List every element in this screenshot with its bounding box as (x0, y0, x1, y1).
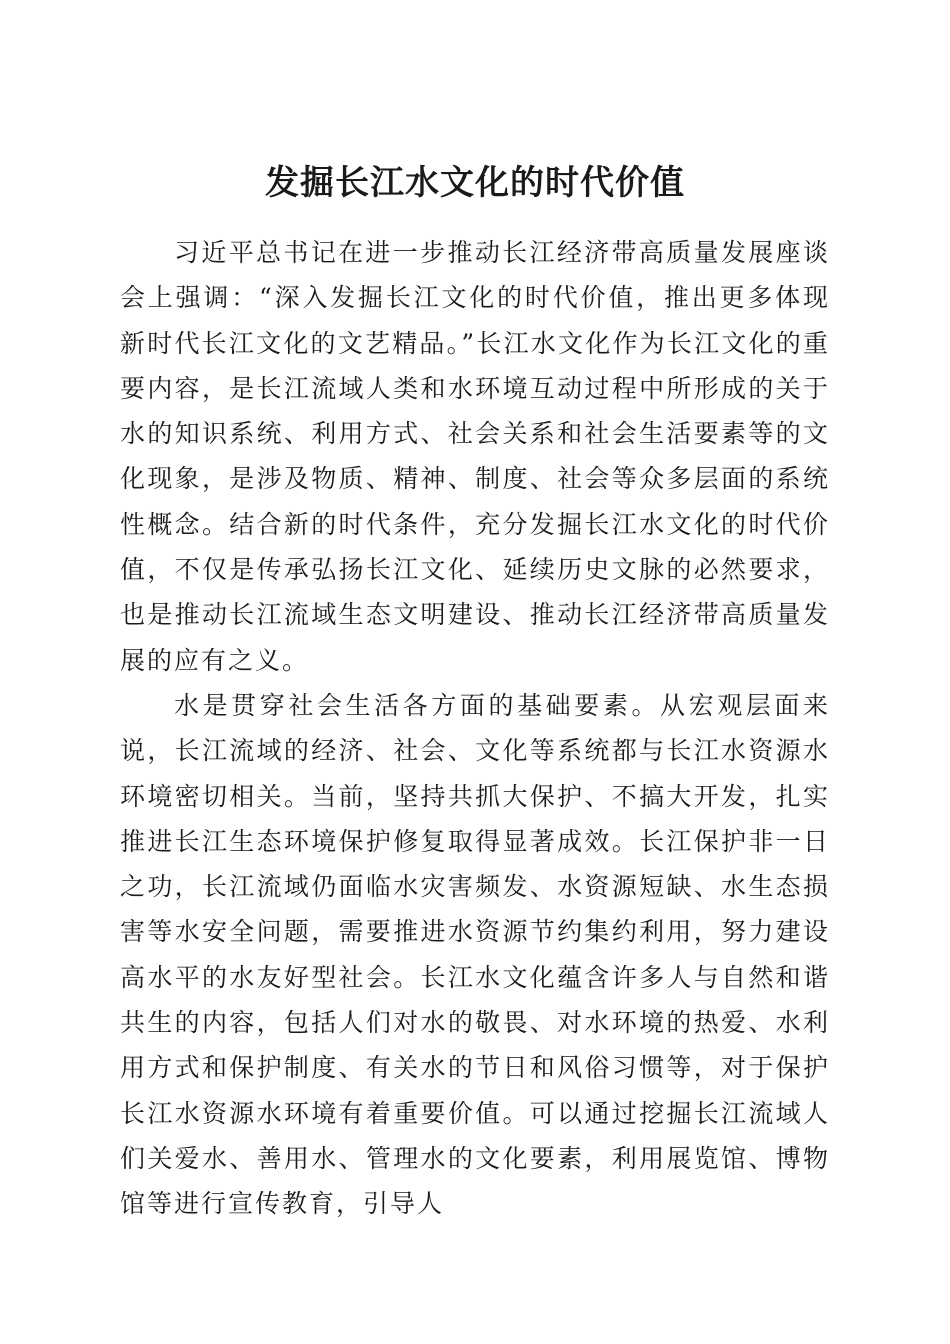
page-title: 发掘长江水文化的时代价值 (265, 162, 685, 203)
paragraph: 习近平总书记在进一步推动长江经济带高质量发展座谈会上强调：“深入发掘长江文化的时代价值，推出更多体现新时代长江文化的文艺精品。”长江水文化作为长江文化的重要内容，是长江流域人类和水环境互动过程中所形成的关于水的知识系统、利用方式、社会关系和社会生活要素等的文化现象，是涉及物质、精神、制度、社会等众多层面的系统性概念。结合新的时代条件，充分发掘长江水文化的时代价值，不仅是传承弘扬长江文化、延续历史文脉的必然要求，也是推动长江流域生态文明建设、推动长江经济带高质量发展的应有之义。 (120, 238, 830, 675)
paragraph: 水是贯穿社会生活各方面的基础要素。从宏观层面来说，长江流域的经济、社会、文化等系统都与长江水资源水环境密切相关。当前，坚持共抓大保护、不搞大开发，扎实推进长江生态环境保护修复取得显著成效。长江保护非一日之功，长江流域仍面临水灾害频发、水资源短缺、水生态损害等水安全问题，需要推进水资源节约集约利用，努力建设高水平的水友好型社会。长江水文化蕴含许多人与自然和谐共生的内容，包括人们对水的敬畏、对水环境的热爱、水利用方式和保护制度、有关水的节日和风俗习惯等，对于保护长江水资源水环境有着重要价值。可以通过挖掘长江流域人们关爱水、善用水、管理水的文化要素，利用展览馆、博物馆等进行宣传教育，引导人 (120, 690, 830, 1219)
article-body (120, 230, 830, 1227)
